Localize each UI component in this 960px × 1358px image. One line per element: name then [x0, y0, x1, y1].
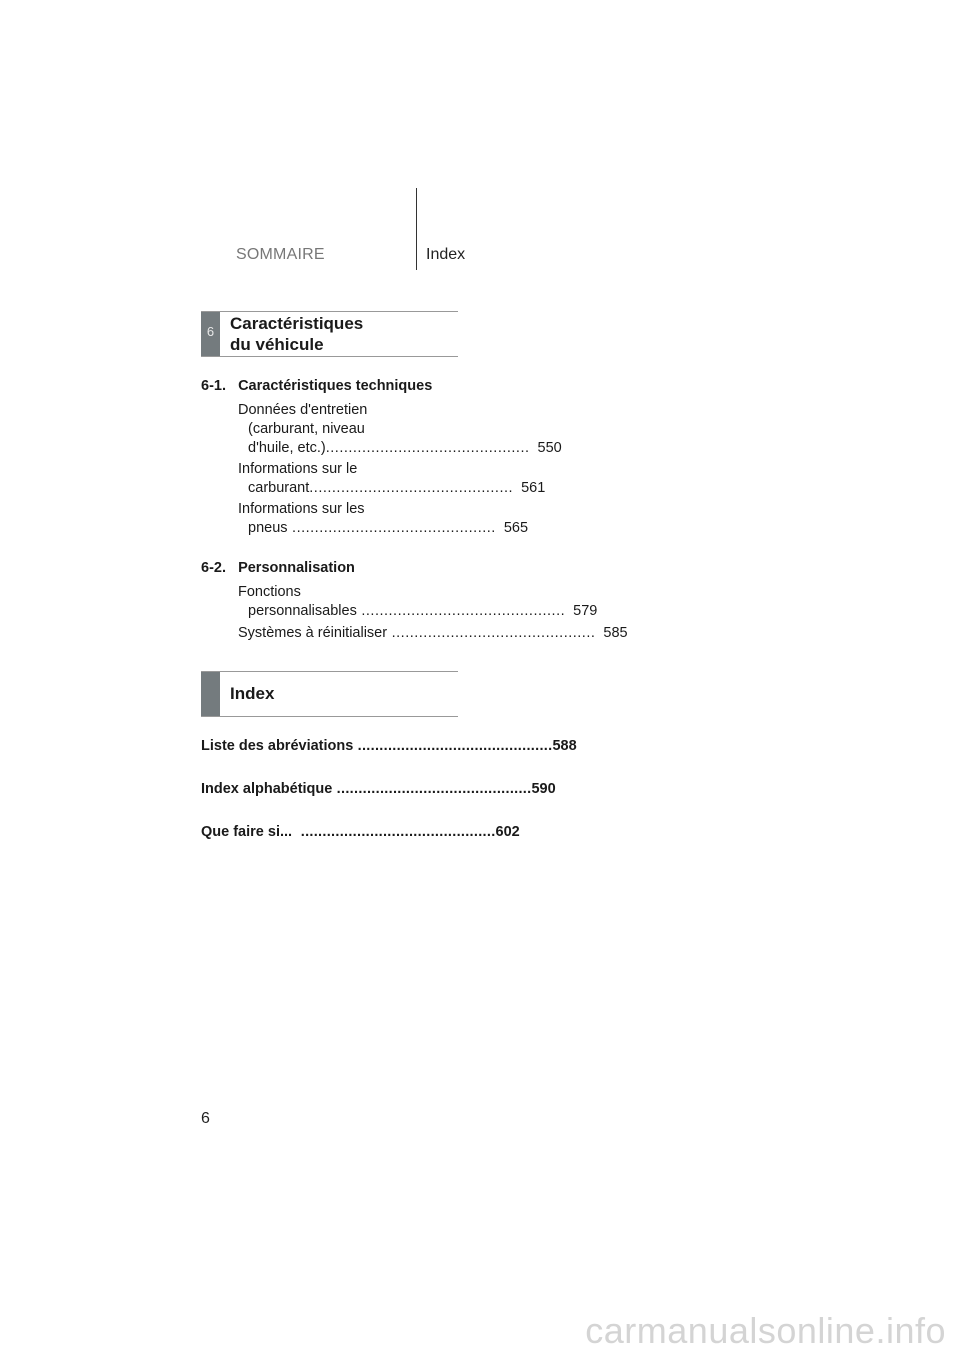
index-entry-label: Que faire si...: [201, 824, 293, 840]
entry-page-number: 579: [573, 603, 598, 619]
dot-leader: .............................................: [325, 440, 530, 456]
index-entry-abreviations[interactable]: [201, 738, 577, 754]
entry-text: carburant: [248, 480, 310, 496]
watermark: carmanualsonline.info: [585, 1310, 946, 1351]
entry-line: [238, 479, 546, 498]
dot-leader: .............................................: [356, 603, 566, 619]
index-entry-label: Liste des abréviations: [201, 738, 354, 754]
entry-text: d'huile, etc.): [248, 440, 326, 456]
dot-leader: .............................................: [387, 625, 596, 641]
index-entry-alphabetique[interactable]: [201, 781, 556, 797]
toc-entry-systemes-reinitialiser[interactable]: [238, 624, 628, 643]
entry-line: [238, 500, 458, 519]
entry-line: [238, 519, 529, 538]
dot-leader: .............................................: [292, 824, 496, 840]
entry-line: [238, 624, 628, 643]
entry-text: Fonctions: [238, 584, 301, 600]
index-entry-page: 588: [552, 738, 577, 754]
toc-entry-donnees-entretien[interactable]: [238, 401, 562, 458]
page-number: 6: [201, 1110, 210, 1127]
entry-text: Informations sur le: [238, 461, 358, 477]
section-6-tab: [201, 312, 220, 356]
toc-entry-informations-carburant[interactable]: [238, 460, 546, 498]
index-entry-page: 602: [495, 824, 520, 840]
entry-line: [238, 420, 458, 439]
entry-page-number: 585: [603, 625, 628, 641]
entry-line: [238, 460, 458, 479]
index-section-title: Index: [230, 684, 275, 703]
dot-leader: .............................................: [287, 520, 496, 536]
entry-page-number: 550: [537, 440, 562, 456]
section-6-header: [201, 311, 458, 357]
subsection-heading-6-1: 6-1. Caractéristiques techniques: [201, 378, 433, 394]
toc-entry-informations-pneus[interactable]: [238, 500, 529, 538]
toc-entry-fonctions-personnalisables[interactable]: [238, 583, 598, 621]
index-section-tab: [201, 672, 220, 716]
dot-leader: .............................................: [332, 781, 532, 797]
entry-line: [238, 439, 562, 458]
index-section-header: [201, 671, 458, 717]
entry-line: [238, 583, 458, 602]
entry-text: personnalisables: [248, 603, 357, 619]
entry-page-number: 561: [521, 480, 546, 496]
index-entry-page: 590: [531, 781, 556, 797]
entry-text: Systèmes à réinitialiser: [238, 625, 388, 641]
entry-line: [238, 602, 598, 621]
subsection-heading-6-2: 6-2. Personnalisation: [201, 560, 355, 576]
index-entry-que-faire-si[interactable]: [201, 824, 520, 840]
section-6-title-line-2: du véhicule: [230, 335, 324, 354]
entry-text: Données d'entretien: [238, 402, 368, 418]
entry-text: Informations sur les: [238, 501, 365, 517]
nav-index-link[interactable]: Index: [426, 246, 466, 263]
section-6-tab-number: 6: [206, 324, 215, 339]
entry-page-number: 565: [503, 520, 529, 536]
nav-divider: [416, 188, 417, 270]
nav-sommaire-link[interactable]: SOMMAIRE: [236, 246, 325, 263]
entry-text: pneus: [248, 520, 288, 536]
entry-line: [238, 401, 458, 420]
entry-text: (carburant, niveau: [248, 421, 365, 437]
dot-leader: .............................................: [309, 480, 514, 496]
index-entry-label: Index alphabétique: [201, 781, 333, 797]
section-6-title-line-1: Caractéristiques: [230, 314, 364, 333]
dot-leader: .............................................: [353, 738, 553, 754]
